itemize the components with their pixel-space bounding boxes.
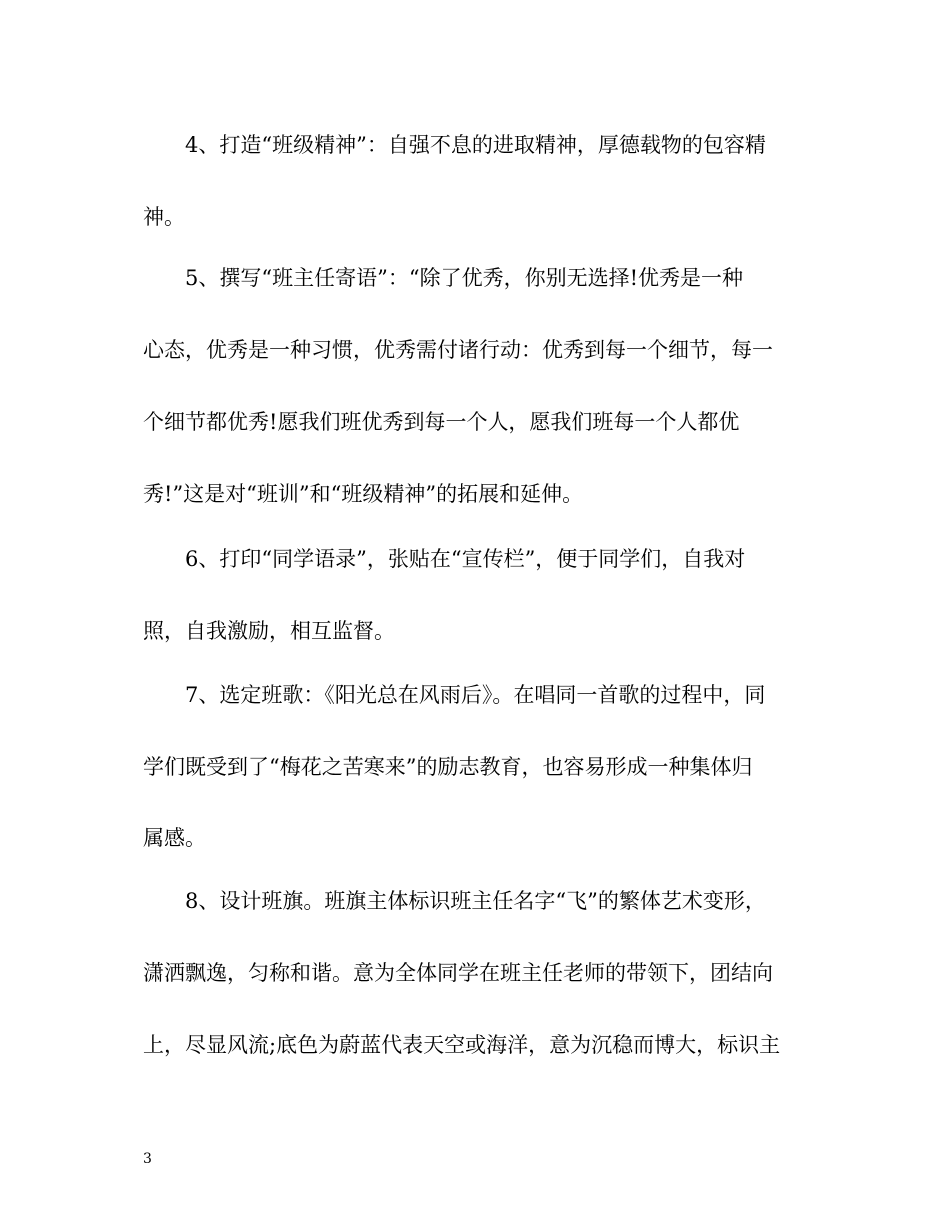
text-line: 心态，优秀是一种习惯，优秀需付诸行动：优秀到每一个细节，每一 [143, 338, 773, 362]
text-line: 4、打造“班级精神”：自强不息的进取精神，厚德载物的包容精 [185, 133, 766, 157]
text-line: 秀!”这是对“班训”和“班级精神”的拓展和延伸。 [143, 482, 584, 506]
text-line: 5、撰写“班主任寄语”：“除了优秀，你别无选择!优秀是一种 [185, 266, 744, 290]
text-line: 上，尽显风流;底色为蔚蓝代表天空或海洋，意为沉稳而博大，标识主 [143, 1033, 781, 1057]
text-line: 7、选定班歌：《阳光总在风雨后》。在唱同一首歌的过程中，同 [185, 683, 766, 707]
text-line: 属感。 [143, 826, 206, 850]
page-number: 3 [143, 1151, 152, 1167]
text-line: 潇洒飘逸，匀称和谐。意为全体同学在班主任老师的带领下，团结向 [143, 961, 773, 985]
text-line: 个细节都优秀!愿我们班优秀到每一个人，愿我们班每一个人都优 [143, 410, 740, 434]
text-line: 照，自我激励，相互监督。 [143, 619, 395, 643]
text-line: 8、设计班旗。班旗主体标识班主任名字“飞”的繁体艺术变形， [185, 889, 766, 913]
text-line: 学们既受到了“梅花之苦寒来”的励志教育，也容易形成一种集体归 [143, 755, 753, 779]
text-line: 神。 [143, 205, 185, 229]
text-line: 6、打印“同学语录”，张贴在“宣传栏”，便于同学们，自我对 [185, 547, 746, 571]
